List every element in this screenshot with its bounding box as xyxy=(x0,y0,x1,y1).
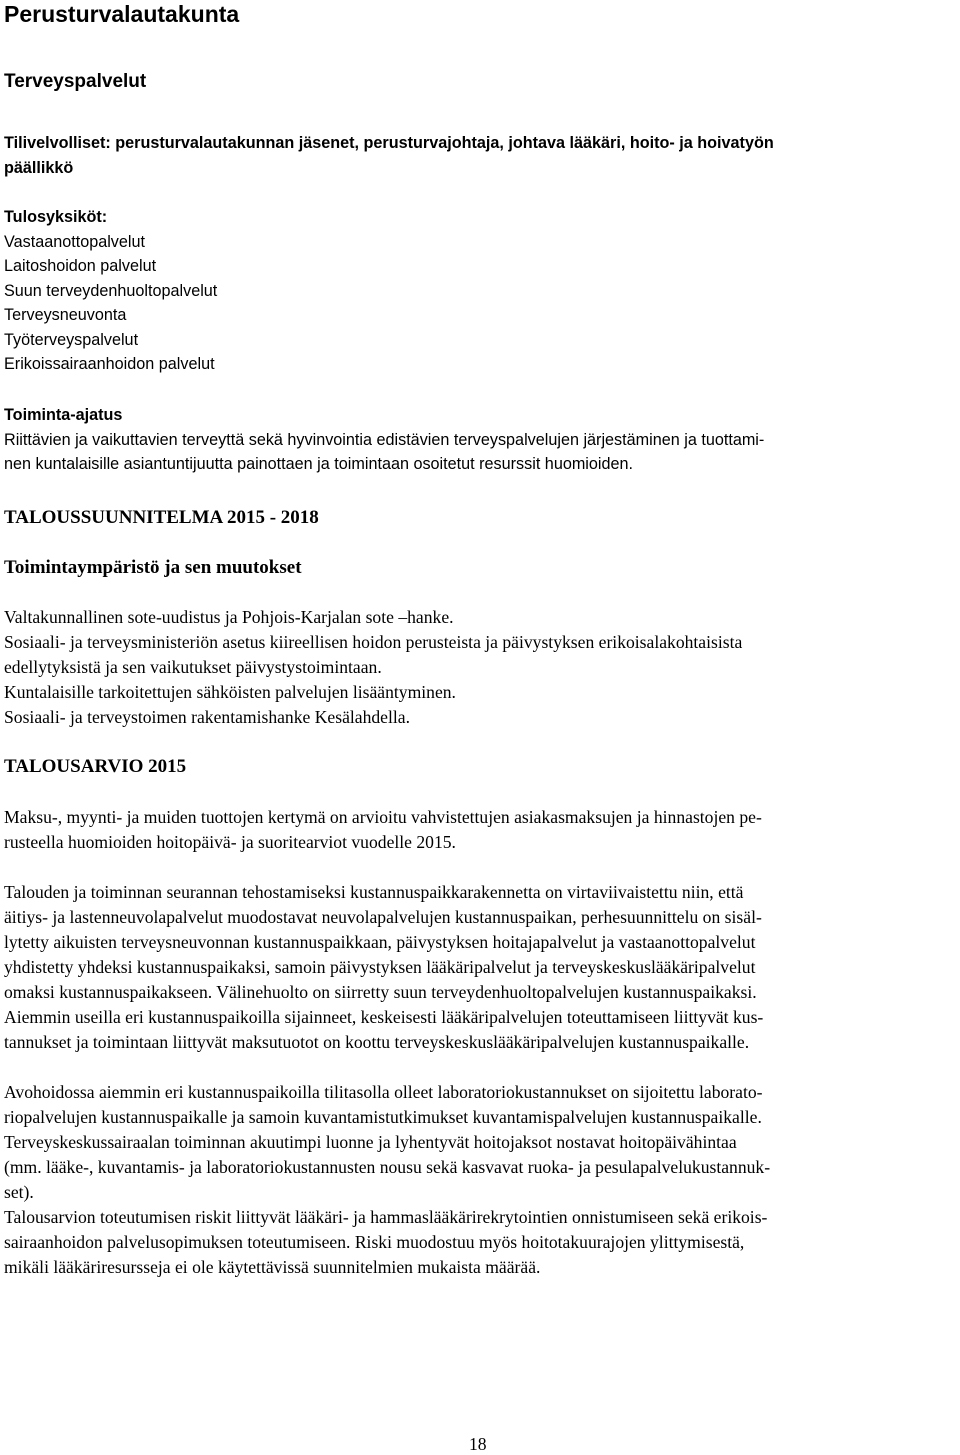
responsible-line: Tilivelvolliset: perusturvalautakunnan jäsenet, perusturvajohtaja, johtava lääkäri, hoito- ja hoivatyön xyxy=(4,134,774,152)
env-line: edellytyksistä ja sen vaikutukset päivystystoimintaan. xyxy=(4,657,382,677)
plan-heading-block xyxy=(4,505,952,530)
paragraph-line: set). xyxy=(4,1182,34,1202)
budget-heading-block xyxy=(4,754,952,779)
paragraph-line: Terveyskeskussairaalan toiminnan akuutimpi luonne ja lyhentyvät hoitojaksot nostavat hoitopäivähintaa xyxy=(4,1132,737,1152)
env-line: Kuntalaisille tarkoitettujen sähköisten palvelujen lisääntyminen. xyxy=(4,682,456,702)
env-heading-block xyxy=(4,555,952,580)
mission-line: nen kuntalaisille asiantuntijuutta painottaen ja toimintaan osoitetut resurssit huomioiden. xyxy=(4,455,634,473)
paragraph-line: sairaanhoidon palvelusopimuksen toteutumiseen. Riski muodostuu myös hoitotakuurajojen ylittymisestä, xyxy=(4,1232,745,1252)
responsible-line: päällikkö xyxy=(4,158,74,177)
unit-item: Erikoissairaanhoidon palvelut xyxy=(4,355,215,373)
paragraph-line: tannukset ja toimintaan liittyvät maksutuotot on koottu terveyskeskuslääkäripalvelujen kustannuspaikalle. xyxy=(4,1032,750,1052)
paragraph-line: Avohoidossa aiemmin eri kustannuspaikoilla tilitasolla olleet laboratoriokustannukset on sijoitettu laborato- xyxy=(4,1082,763,1102)
env-block xyxy=(4,605,952,730)
unit-item: Terveysneuvonta xyxy=(4,306,127,324)
env-heading: Toimintaympäristö ja sen muutokset xyxy=(4,557,302,578)
paragraph-line: lytetty aikuisten terveysneuvonnan kustannuspaikkaan, päivystyksen hoitajapalvelut ja vastaanottopalvelut xyxy=(4,932,756,952)
mission-heading: Toiminta-ajatus xyxy=(4,406,123,424)
paragraph-line: (mm. lääke-, kuvantamis- ja laboratoriokustannusten nousu sekä kasvavat ruoka- ja pesulapalvelukustannuk- xyxy=(4,1157,771,1177)
budget-paragraph-2 xyxy=(4,880,952,1055)
units-heading: Tulosyksiköt: xyxy=(4,208,108,226)
paragraph-line: rusteella huomioiden hoitopäivä- ja suoritearviot vuodelle 2015. xyxy=(4,832,456,852)
paragraph-line: riopalvelujen kustannuspaikalle ja samoin kuvantamistutkimukset kuvantamispalvelujen kustannuspaikalle. xyxy=(4,1107,762,1127)
unit-item: Työterveyspalvelut xyxy=(4,330,139,349)
plan-heading: TALOUSSUUNNITELMA 2015 - 2018 xyxy=(4,507,319,528)
section-subtitle: Terveyspalvelut xyxy=(4,71,147,92)
page-title: Perusturvalautakunta xyxy=(4,1,240,27)
paragraph-line: Talouden ja toiminnan seurannan tehostamiseksi kustannuspaikkarakennetta on virtaviivaistettu niin, että xyxy=(4,882,744,902)
env-line: Sosiaali- ja terveystoimen rakentamishanke Kesälahdella. xyxy=(4,707,410,727)
paragraph-line: Aiemmin useilla eri kustannuspaikoilla sijainneet, keskeisesti lääkäripalvelujen toteuttamiseen liittyvät kus- xyxy=(4,1007,764,1027)
units-block xyxy=(4,205,952,377)
responsible-block xyxy=(4,131,952,180)
paragraph-line: Talousarvion toteutumisen riskit liittyvät lääkäri- ja hammaslääkärirekrytointien onnistumiseen sekä erikois- xyxy=(4,1207,768,1227)
budget-paragraph-3 xyxy=(4,1080,952,1280)
env-line: Sosiaali- ja terveysministeriön asetus kiireellisen hoidon perusteista ja päivystyksen erikoisalakohtaisista xyxy=(4,632,743,652)
page-number: 18 xyxy=(469,1434,487,1454)
unit-item: Suun terveydenhuoltopalvelut xyxy=(4,281,218,300)
paragraph-line: äitiys- ja lastenneuvolapalvelut muodostavat neuvolapalvelujen kustannuspaikan, perhesuunnittelu on sisäl- xyxy=(4,907,762,927)
unit-item: Laitoshoidon palvelut xyxy=(4,257,157,275)
paragraph-line: Maksu-, myynti- ja muiden tuottojen kertymä on arvioitu vahvistettujen asiakasmaksujen ja hinnastojen pe- xyxy=(4,807,762,827)
budget-paragraph-1 xyxy=(4,805,952,855)
mission-line: Riittävien ja vaikuttavien terveyttä sekä hyvinvointia edistävien terveyspalvelujen järjestäminen ja tuottami- xyxy=(4,430,765,449)
budget-heading: TALOUSARVIO 2015 xyxy=(4,756,187,777)
paragraph-line: yhdistetty yhdeksi kustannuspaikaksi, samoin päivystyksen lääkäripalvelut ja terveyskeskuslääkäripalvelut xyxy=(4,957,756,977)
paragraph-line: omaksi kustannuspaikakseen. Välinehuolto on siirretty suun terveydenhuoltopalvelujen kustannuspaikaksi. xyxy=(4,982,757,1002)
paragraph-line: mikäli lääkäriresursseja ei ole käytettävissä suunnitelmien mukaista määrää. xyxy=(4,1257,541,1277)
unit-item: Vastaanottopalvelut xyxy=(4,232,145,251)
env-line: Valtakunnallinen sote-uudistus ja Pohjois-Karjalan sote –hanke. xyxy=(4,607,454,627)
mission-block xyxy=(4,403,952,477)
